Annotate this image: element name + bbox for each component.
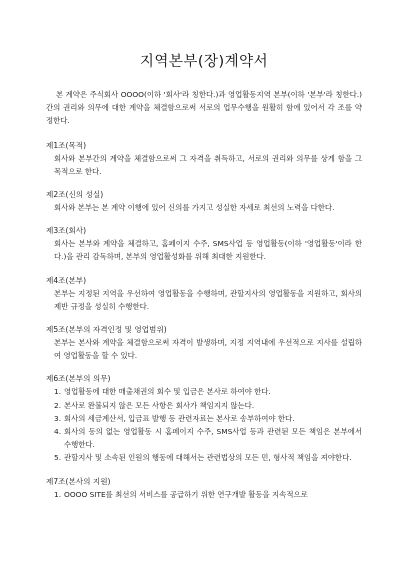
list-item: 1. 영업활동에 대한 매출채권의 회수 및 입금은 본사로 하여야 한다.: [54, 387, 271, 397]
article-list: [54, 488, 362, 501]
article-body: 본부는 본사와 계약을 체결함으로써 자격이 발생하며, 지정 지역내에 우선적으로 지사를 설립하여 영업활동을 할 수 있다.: [54, 338, 362, 361]
document-title: 지역본부(장)계약서: [139, 54, 269, 70]
document-intro: 본 계약은 주식회사 OOOO(이하 '회사'라 칭한다.)과 영업활동지역 본부(이하 '본부'라 칭한다.)간의 권리와 의무에 대한 계약을 체결함으로써 서로의 업무수행을 원활히 함에 있어서 각 조를 약정한다.: [46, 90, 362, 126]
article-7: [46, 476, 362, 501]
article-4: [46, 275, 362, 313]
article-body: 회사와 본부간의 계약을 체결함으로써 그 자격을 취득하고, 서로의 권리와 의무를 상게 함을 그 목적으로 한다.: [54, 153, 362, 176]
list-item: 2. 본사로 완불되지 않은 모든 사항은 회사가 책임지지 않는다.: [54, 400, 255, 410]
list-item: 4. 회사의 동의 없는 영업활동 시 홈페이지 수주, SMS사업 등과 관련된 모든 책임은 본부에서 수행한다.: [54, 427, 362, 450]
article-list: [54, 385, 362, 464]
article-1: [46, 140, 362, 178]
list-item: 5. 관할지사 및 소속된 인원의 행동에 대해서는 관련법상의 모든 민, 형사적 책임을 져야한다.: [54, 453, 352, 463]
article-3: [46, 225, 362, 263]
article-title: 제6조(본부의 의무): [46, 374, 111, 384]
article-title: 제5조(본부의 자격인정 및 영업범위): [46, 325, 167, 335]
article-title: 제3조(회사): [46, 226, 87, 236]
list-item: 1. OOOO SITE를 최선의 서비스를 공급하기 위한 연구개발 활동을 지속적으로: [54, 489, 308, 499]
article-title: 제1조(목적): [46, 140, 87, 150]
article-2: [46, 189, 362, 214]
article-body: 회사는 본부와 계약을 체결하고, 홈페이지 수주, SMS사업 등 영업활동(이하 '영업활동'이라 한다.)을 관리 감독하며, 본부의 영업활성화를 위해 최대한 지원한다.: [54, 239, 362, 262]
article-6: [46, 373, 362, 464]
list-item: 3. 회사의 세금계산서, 입금표 발행 등 관련자료는 본사로 송부하여야 한다.: [54, 413, 295, 423]
article-title: 제2조(신의 성실): [46, 190, 104, 200]
article-body: 회사와 본부는 본 계약 이행에 있어 신의를 가지고 성실한 자세로 최선의 노력을 다한다.: [54, 203, 335, 213]
article-title: 제4조(본부): [46, 275, 87, 285]
article-body: 본부는 지정된 지역을 우선하여 영업활동을 수행하며, 관할지사의 영업활동을 지원하고, 회사의 제반 규정을 성실히 수행한다.: [54, 288, 362, 311]
article-5: [46, 324, 362, 362]
article-title: 제7조(본사의 지원): [46, 476, 111, 486]
